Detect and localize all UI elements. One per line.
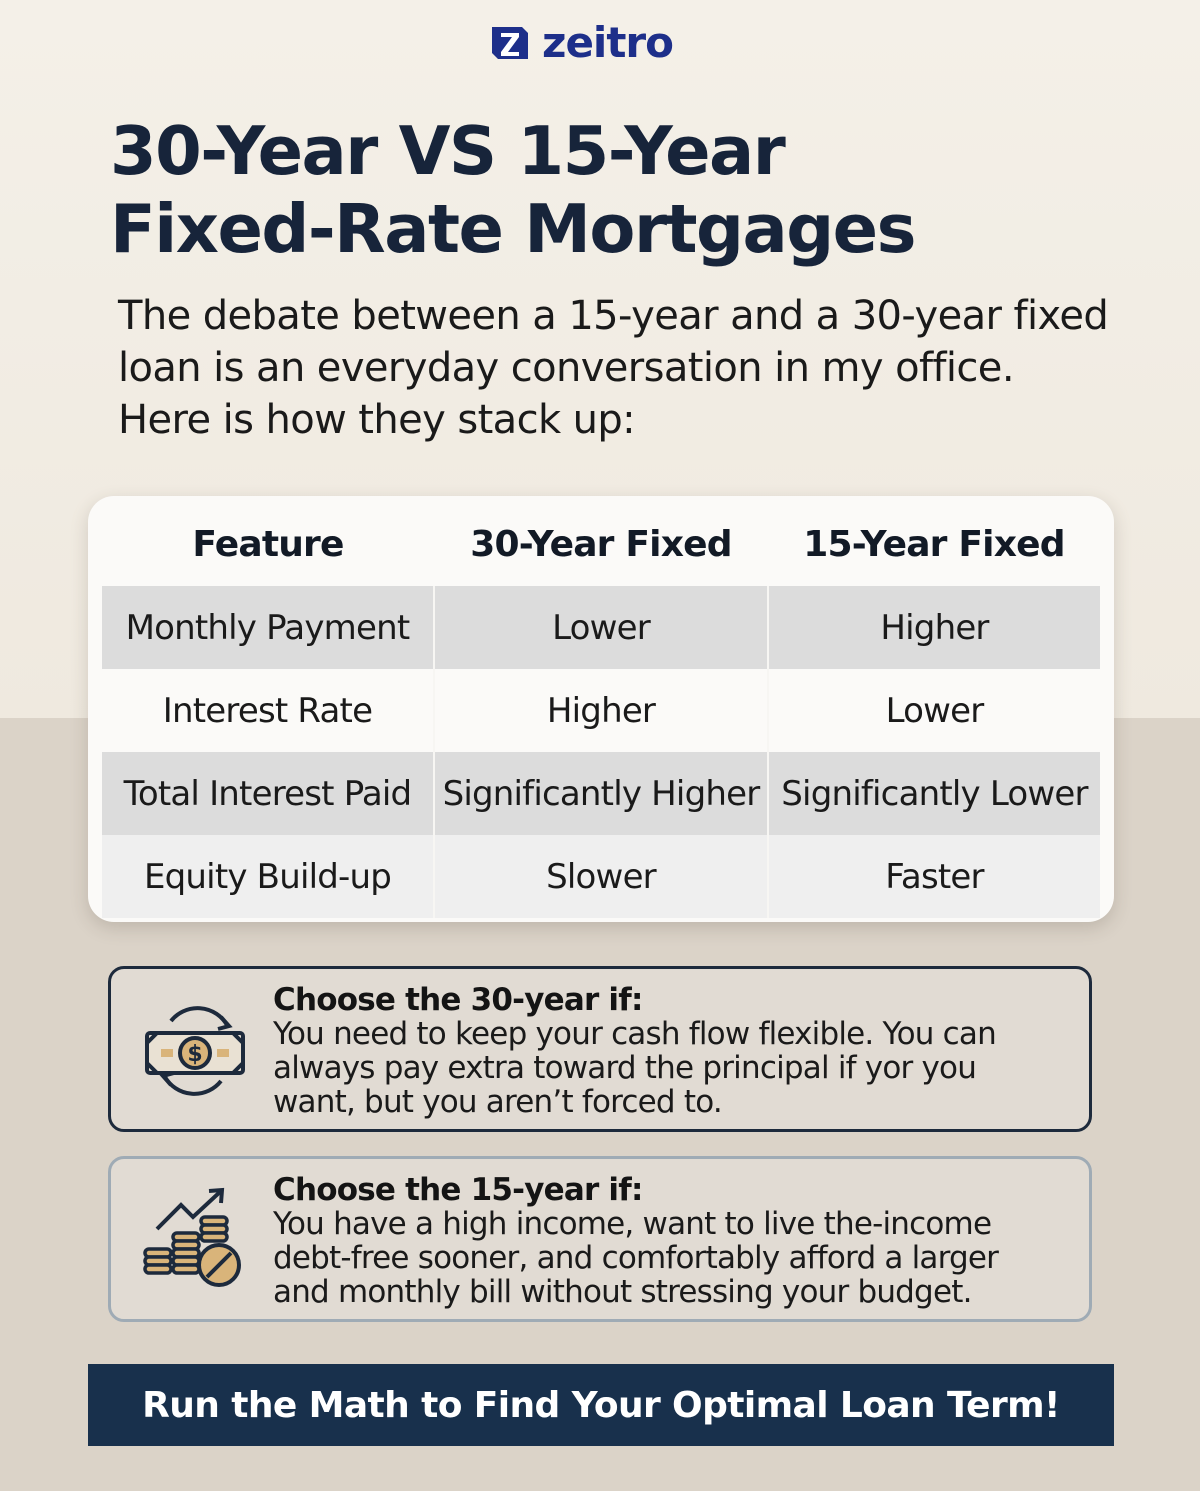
row-15-year-cell: Higher <box>768 586 1100 669</box>
choose-15-year-line-3: and monthly bill without stressing your budget. <box>273 1274 972 1310</box>
row-30-year-cell: Higher <box>434 669 768 752</box>
svg-text:$: $ <box>187 1042 203 1067</box>
row-feature-cell: Equity Build-up <box>102 835 434 918</box>
row-feature-cell: Total Interest Paid <box>102 752 434 835</box>
zeitro-logo-icon <box>488 21 532 65</box>
choose-30-year-heading: Choose the 30-year if: <box>273 982 643 1018</box>
choose-30-year-text <box>273 983 1073 1119</box>
choose-15-year-heading: Choose the 15-year if: <box>273 1172 643 1208</box>
choose-15-year-box <box>108 1156 1092 1322</box>
row-15-year-cell: Significantly Lower <box>768 752 1100 835</box>
choose-30-year-line-2: always pay extra toward the principal if yor you <box>273 1050 977 1086</box>
choose-30-year-box <box>108 966 1092 1132</box>
table-row <box>102 586 1100 669</box>
table-header-row <box>102 502 1100 586</box>
row-15-year-cell: Lower <box>768 669 1100 752</box>
intro-paragraph <box>118 290 1118 446</box>
title-line-1: 30-Year VS 15-Year <box>110 112 785 190</box>
coins-growth-icon <box>141 1185 251 1295</box>
title-line-2: Fixed-Rate Mortgages <box>110 190 915 268</box>
row-30-year-cell: Lower <box>434 586 768 669</box>
brand-name: zeitro <box>542 18 673 67</box>
brand-logo <box>488 18 673 68</box>
choose-30-year-body <box>273 1017 1073 1119</box>
page-title <box>110 112 1110 268</box>
choose-15-year-body <box>273 1207 1073 1309</box>
choose-30-year-line-1: You need to keep your cash flow flexible. You can <box>273 1016 996 1052</box>
header-feature: Feature <box>192 523 344 565</box>
choose-15-year-line-2: debt-free sooner, and comfortably afford a larger <box>273 1240 999 1276</box>
comparison-table <box>102 502 1100 918</box>
header-15-year: 15-Year Fixed <box>803 523 1065 565</box>
row-feature-cell: Interest Rate <box>102 669 434 752</box>
row-30-year-cell: Slower <box>434 835 768 918</box>
row-feature-cell: Monthly Payment <box>102 586 434 669</box>
header-30-year: 30-Year Fixed <box>470 523 732 565</box>
run-the-math-button[interactable]: Run the Math to Find Your Optimal Loan Term! <box>88 1364 1114 1446</box>
table-row <box>102 752 1100 835</box>
cash-exchange-icon <box>141 995 251 1105</box>
choose-15-year-line-1: You have a high income, want to live the-income <box>273 1206 992 1242</box>
comparison-card <box>88 496 1114 922</box>
table-row <box>102 669 1100 752</box>
intro-line-1: The debate between a 15-year and a 30-year fixed <box>118 293 1109 339</box>
choose-30-year-line-3: want, but you aren’t forced to. <box>273 1084 722 1120</box>
row-30-year-cell: Significantly Higher <box>434 752 768 835</box>
intro-line-3: Here is how they stack up: <box>118 397 636 443</box>
intro-line-2: loan is an everyday conversation in my office. <box>118 345 1014 391</box>
table-row <box>102 835 1100 918</box>
choose-15-year-text <box>273 1173 1073 1309</box>
row-15-year-cell: Faster <box>768 835 1100 918</box>
